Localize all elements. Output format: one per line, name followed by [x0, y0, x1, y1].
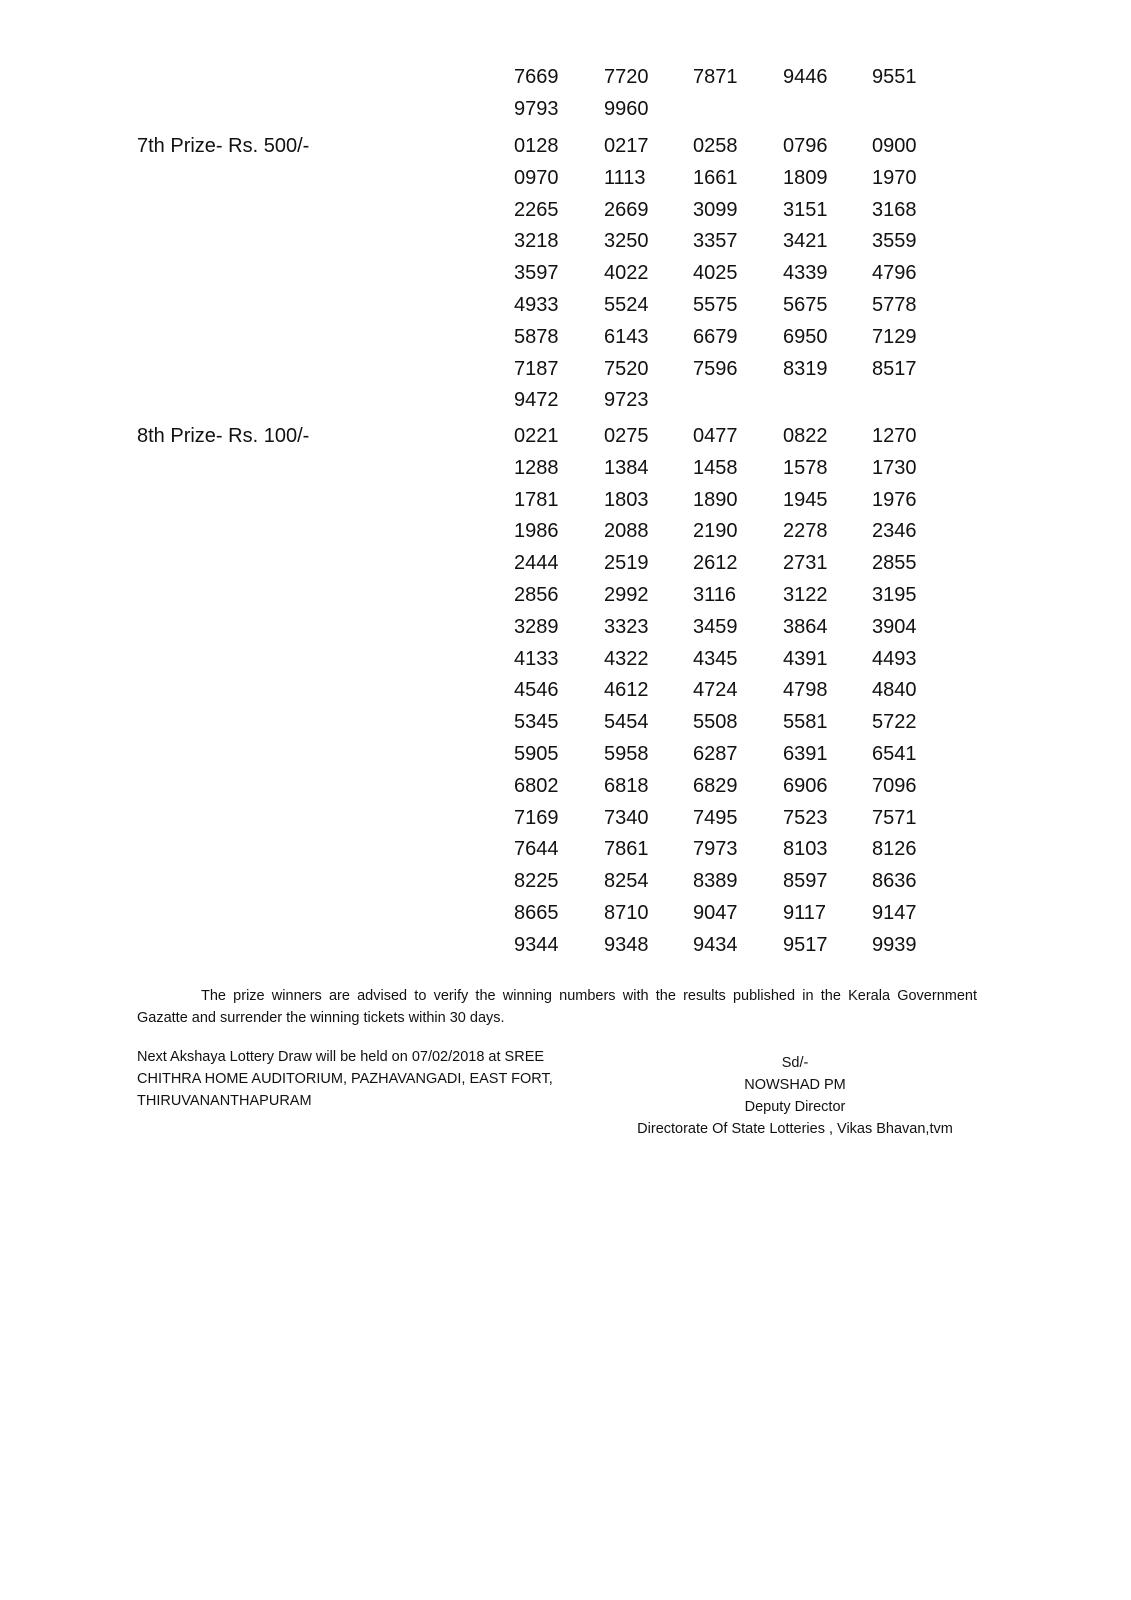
winning-number: 7720 — [604, 66, 649, 88]
winning-number: 4025 — [693, 262, 738, 285]
signature-block — [620, 1052, 970, 1140]
winning-number: 8517 — [872, 357, 917, 380]
winning-number: 5722 — [872, 711, 917, 734]
winning-number: 3559 — [872, 230, 917, 253]
winning-number: 4724 — [693, 679, 738, 702]
winning-number: 6143 — [604, 325, 649, 348]
winning-number: 6829 — [693, 774, 738, 797]
number-row — [514, 803, 974, 835]
winning-number: 2612 — [693, 552, 738, 575]
winning-number: 5778 — [872, 293, 917, 316]
winning-number: 3168 — [872, 198, 917, 221]
winning-number: 0258 — [693, 135, 738, 157]
number-row — [514, 675, 974, 707]
winning-number: 2278 — [783, 520, 828, 543]
signatory-office: Directorate Of State Lotteries , Vikas Bhavan,tvm — [637, 1121, 953, 1137]
winning-number: 7973 — [693, 838, 738, 861]
winning-number: 9047 — [693, 901, 738, 924]
winning-number: 7520 — [604, 357, 649, 380]
winning-number: 4798 — [783, 679, 828, 702]
signatory-name: NOWSHAD PM — [744, 1077, 846, 1093]
winning-number: 0900 — [872, 135, 917, 157]
winning-number: 0275 — [604, 425, 649, 447]
winning-number: 2519 — [604, 552, 649, 575]
number-row — [514, 707, 974, 739]
winning-number: 9348 — [604, 933, 649, 956]
winning-number: 9939 — [872, 933, 917, 956]
number-row — [514, 771, 974, 803]
winning-number: 7871 — [693, 66, 738, 88]
winning-number: 0970 — [514, 166, 559, 189]
winning-number: 9517 — [783, 933, 828, 956]
winning-number: 3357 — [693, 230, 738, 253]
winning-number: 0796 — [783, 135, 828, 157]
winning-number: 5508 — [693, 711, 738, 734]
number-row — [514, 485, 974, 517]
winning-number: 9793 — [514, 97, 559, 120]
winning-number: 1976 — [872, 488, 917, 511]
winning-number: 3597 — [514, 262, 559, 285]
winning-number: 1578 — [783, 456, 828, 479]
winning-number: 8597 — [783, 870, 828, 893]
winning-number: 9344 — [514, 933, 559, 956]
winning-number: 5878 — [514, 325, 559, 348]
winning-number: 7644 — [514, 838, 559, 861]
signatory-title: Deputy Director — [744, 1099, 846, 1115]
winning-number: 4493 — [872, 647, 917, 670]
winning-number: 1730 — [872, 456, 917, 479]
number-row — [514, 612, 974, 644]
winning-number: 8389 — [693, 870, 738, 893]
winning-number: 1970 — [872, 166, 917, 189]
winning-number: 2265 — [514, 198, 559, 221]
winning-number: 9472 — [514, 389, 559, 412]
number-row — [514, 258, 974, 290]
winning-number: 9147 — [872, 901, 917, 924]
number-row — [514, 385, 974, 417]
number-row — [514, 94, 974, 126]
winning-number: 5345 — [514, 711, 559, 734]
winning-number: 3421 — [783, 230, 828, 253]
winning-number: 4796 — [872, 262, 917, 285]
winning-number: 5958 — [604, 742, 649, 765]
winning-number: 1288 — [514, 456, 559, 479]
winning-number: 6679 — [693, 325, 738, 348]
winning-number: 2669 — [604, 198, 649, 221]
winning-number: 0822 — [783, 425, 828, 447]
winning-number: 4133 — [514, 647, 559, 670]
number-row — [514, 516, 974, 548]
prize-label: 7th Prize- Rs. 500/- — [137, 135, 310, 157]
number-grid — [514, 131, 974, 417]
winning-number: 4339 — [783, 262, 828, 285]
number-row — [514, 898, 974, 930]
winning-number: 3904 — [872, 615, 917, 638]
winning-number: 4612 — [604, 679, 649, 702]
winning-number: 9446 — [783, 66, 828, 88]
winning-number: 0221 — [514, 425, 559, 447]
winning-number: 1890 — [693, 488, 738, 511]
winning-number: 5524 — [604, 293, 649, 316]
number-row — [514, 163, 974, 195]
winning-number: 4933 — [514, 293, 559, 316]
winning-number: 6287 — [693, 742, 738, 765]
winning-number: 2346 — [872, 520, 917, 543]
number-row — [514, 195, 974, 227]
number-row — [514, 322, 974, 354]
winning-number: 1270 — [872, 425, 917, 447]
winning-number: 2856 — [514, 583, 559, 606]
number-row — [514, 930, 974, 962]
verification-note: The prize winners are advised to verify the winning numbers with the results published in the Kerala Government Gazatte and surrender the winning tickets within 30 days. — [137, 988, 977, 1026]
winning-number: 1458 — [693, 456, 738, 479]
winning-number: 8710 — [604, 901, 649, 924]
winning-number: 5905 — [514, 742, 559, 765]
winning-number: 4546 — [514, 679, 559, 702]
winning-number: 4022 — [604, 262, 649, 285]
number-row — [514, 580, 974, 612]
winning-number: 5581 — [783, 711, 828, 734]
winning-number: 9960 — [604, 97, 649, 120]
winning-number: 6802 — [514, 774, 559, 797]
winning-number: 1781 — [514, 488, 559, 511]
winning-number: 5575 — [693, 293, 738, 316]
next-draw-info: Next Akshaya Lottery Draw will be held on 07/02/2018 at SREE CHITHRA HOME AUDITORIUM, PAZHAVANGADI, EAST FORT, THIRUVANANTHAPURAM — [137, 1049, 553, 1109]
winning-number: 1803 — [604, 488, 649, 511]
winning-number: 3116 — [693, 583, 737, 606]
winning-number: 6906 — [783, 774, 828, 797]
winning-number: 3459 — [693, 615, 738, 638]
winning-number: 2992 — [604, 583, 649, 606]
winning-number: 4322 — [604, 647, 649, 670]
number-row — [514, 421, 974, 453]
winning-number: 7340 — [604, 806, 649, 829]
winning-number: 2190 — [693, 520, 738, 543]
winning-number: 4391 — [783, 647, 828, 670]
winning-number: 7861 — [604, 838, 649, 861]
winning-number: 1945 — [783, 488, 828, 511]
winning-number: 7571 — [872, 806, 917, 829]
winning-number: 8225 — [514, 870, 559, 893]
winning-number: 7523 — [783, 806, 828, 829]
winning-number: 4345 — [693, 647, 738, 670]
number-row — [514, 548, 974, 580]
winning-number: 5675 — [783, 293, 828, 316]
winning-number: 7129 — [872, 325, 917, 348]
winning-number: 4840 — [872, 679, 917, 702]
winning-number: 1661 — [693, 166, 738, 189]
winning-number: 8126 — [872, 838, 917, 861]
winning-number: 8636 — [872, 870, 917, 893]
winning-number: 1809 — [783, 166, 828, 189]
number-row — [514, 866, 974, 898]
number-grid — [514, 421, 974, 962]
winning-number: 0217 — [604, 135, 649, 157]
winning-number: 3151 — [783, 198, 828, 221]
winning-number: 2855 — [872, 552, 917, 575]
winning-number: 3864 — [783, 615, 828, 638]
winning-number: 8665 — [514, 901, 559, 924]
winning-number: 5454 — [604, 711, 649, 734]
winning-number: 6818 — [604, 774, 649, 797]
number-row — [514, 290, 974, 322]
winning-number: 9723 — [604, 389, 649, 412]
winning-number: 8103 — [783, 838, 828, 861]
signature-sd: Sd/- — [781, 1055, 809, 1071]
winning-number: 9117 — [783, 901, 827, 924]
winning-number: 9434 — [693, 933, 738, 956]
number-row — [514, 644, 974, 676]
prize-label: 8th Prize- Rs. 100/- — [137, 425, 310, 447]
winning-number: 6950 — [783, 325, 828, 348]
winning-number: 7169 — [514, 806, 559, 829]
number-row — [514, 131, 974, 163]
winning-number: 2444 — [514, 552, 559, 575]
winning-number: 3122 — [783, 583, 828, 606]
number-row — [514, 834, 974, 866]
winning-number: 0477 — [693, 425, 738, 447]
winning-number: 2731 — [783, 552, 828, 575]
number-row — [514, 453, 974, 485]
number-row — [514, 62, 974, 94]
winning-number: 6541 — [872, 742, 917, 765]
winning-number: 0128 — [514, 135, 559, 157]
winning-number: 3250 — [604, 230, 649, 253]
winning-number: 3099 — [693, 198, 738, 221]
winning-number: 7596 — [693, 357, 738, 380]
winning-number: 3289 — [514, 615, 559, 638]
number-row — [514, 354, 974, 386]
winning-number: 6391 — [783, 742, 828, 765]
winning-number: 3218 — [514, 230, 559, 253]
winning-number: 7096 — [872, 774, 917, 797]
number-row — [514, 739, 974, 771]
winning-number: 8319 — [783, 357, 828, 380]
winning-number: 3323 — [604, 615, 649, 638]
number-grid — [514, 62, 974, 126]
number-row — [514, 226, 974, 258]
winning-number: 7495 — [693, 806, 738, 829]
winning-number: 7187 — [514, 357, 559, 380]
winning-number: 1986 — [514, 520, 559, 543]
winning-number: 8254 — [604, 870, 649, 893]
winning-number: 7669 — [514, 66, 559, 88]
winning-number: 9551 — [872, 66, 917, 88]
winning-number: 1113 — [604, 166, 646, 189]
winning-number: 2088 — [604, 520, 649, 543]
winning-number: 3195 — [872, 583, 917, 606]
winning-number: 1384 — [604, 456, 649, 479]
